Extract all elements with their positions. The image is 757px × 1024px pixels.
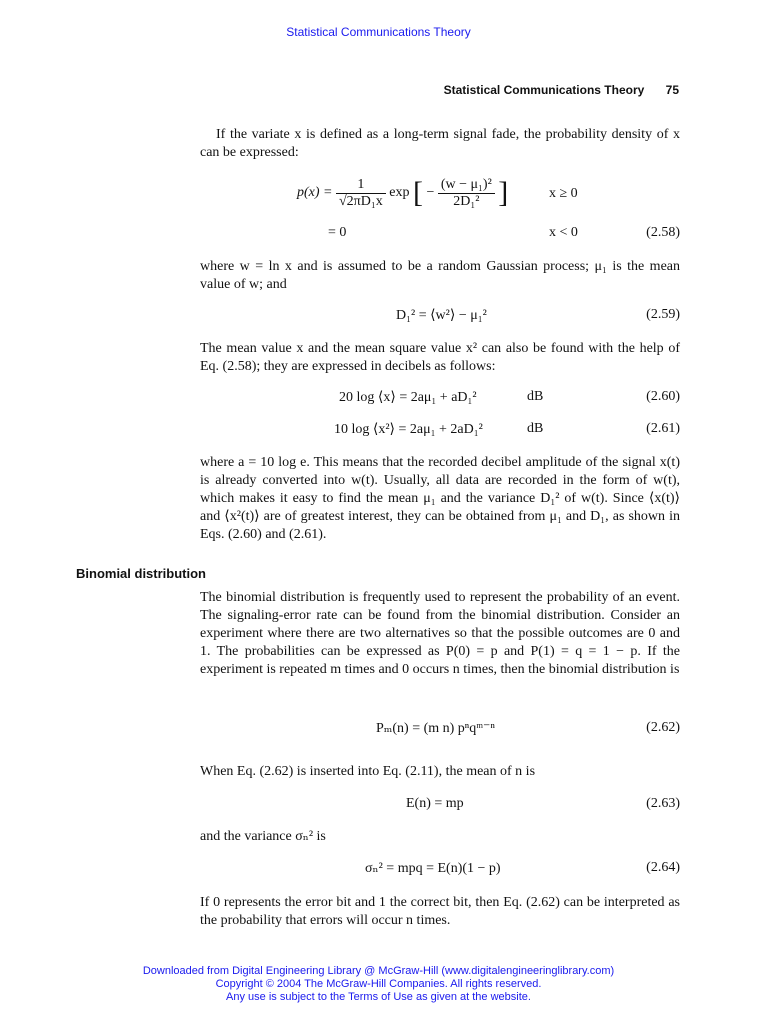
equation-number-2-60: (2.60)	[646, 389, 680, 404]
page-number: 75	[665, 83, 679, 97]
equation-2-58-line1: p(x) = $\frac{1}{\text{√2πD₁x}}$ exp [ − $\frac{\text{(w − μ₁)²}}{\text{2D₁²}}$ ]	[297, 176, 509, 209]
equation-2-60: 20 log ⟨x⟩ = 2aμ₁ + aD₁²	[339, 390, 477, 405]
eq-2-58-inner-den: 2D₁²	[453, 193, 480, 209]
paragraph-1: If the variate x is defined as a long-term signal fade, the probability density of x can be expressed:	[200, 127, 680, 160]
footer-line-3[interactable]: Any use is subject to the Terms of Use as given at the website.	[226, 991, 531, 1003]
eq-2-61-unit: dB	[527, 421, 544, 436]
equation-number-2-62: (2.62)	[646, 720, 680, 735]
top-link[interactable]: Statistical Communications Theory	[286, 25, 471, 39]
eq-2-58-fraction	[336, 177, 386, 210]
eq-2-60-unit: dB	[527, 389, 544, 404]
eq-2-58-lhs: p(x) =	[297, 185, 333, 201]
equation-number-2-61: (2.61)	[646, 421, 680, 436]
eq-2-58-condition-2: x < 0	[549, 225, 578, 240]
equation-2-61: 10 log ⟨x²⟩ = 2aμ₁ + 2aD₁²	[334, 422, 483, 437]
eq-2-58-inner-fraction	[438, 177, 495, 210]
eq-2-58-exp: exp	[389, 185, 410, 201]
eq-2-58-line2: = 0	[328, 225, 347, 240]
equation-2-59: D₁² = ⟨w²⟩ − μ₁²	[396, 308, 487, 323]
equation-number-2-64: (2.64)	[646, 860, 680, 875]
section-heading: Binomial distribution	[76, 566, 206, 581]
equation-number-2-58: (2.58)	[646, 225, 680, 240]
running-title: Statistical Communications Theory	[443, 83, 645, 97]
paragraph-3: The mean value x and the mean square value x² can also be found with the help of Eq. (2.58); they are expressed in decibels as follows:	[200, 341, 680, 374]
equation-2-62: Pₘ(n) = (m n) pⁿqᵐ⁻ⁿ	[376, 721, 495, 736]
equation-2-63: E(n) = mp	[406, 796, 464, 811]
equation-number-2-63: (2.63)	[646, 796, 680, 811]
running-header	[444, 83, 679, 97]
equation-2-64: σₙ² = mpq = E(n)(1 − p)	[365, 861, 501, 876]
paragraph-5: The binomial distribution is frequently used to represent the probability of an event. The signaling-error rate can be found from the binomial distribution. Consider an experiment where there are two alternatives so that the possible outcomes are 0 and 1. The probabilities can be expressed as P(0) = p and P(1) = q = 1 − p. If the experiment is repeated m times and 0 occurs n times, then the binomial distribution is	[200, 590, 680, 677]
eq-2-58-inner-num: (w − μ₁)²	[438, 177, 495, 194]
eq-2-58-denominator: √2πD₁x	[339, 193, 383, 209]
paragraph-6: When Eq. (2.62) is inserted into Eq. (2.11), the mean of n is	[200, 764, 536, 779]
paragraph-4: where a = 10 log e. This means that the recorded decibel amplitude of the signal x(t) is already converted into w(t). Usually, all data are recorded in the form of w(t), which makes it easy to find the mean μ₁ and the variance D₁² of w(t). Since ⟨x(t)⟩ and ⟨x²(t)⟩ are of greatest interest, they can be obtained from μ₁ and D₁, as shown in Eqs. (2.60) and (2.61).	[200, 455, 680, 542]
paragraph-8: If 0 represents the error bit and 1 the correct bit, then Eq. (2.62) can be interpreted as the probability that errors will occur n times.	[200, 895, 680, 928]
footer-line-2[interactable]: Copyright © 2004 The McGraw-Hill Companies. All rights reserved.	[215, 978, 542, 990]
eq-2-58-condition-1: x ≥ 0	[549, 186, 578, 201]
paragraph-7: and the variance σₙ² is	[200, 829, 326, 844]
paragraph-2: where w = ln x and is assumed to be a random Gaussian process; μ₁ is the mean value of w; and	[200, 259, 680, 292]
footer	[0, 965, 757, 1004]
equation-number-2-59: (2.59)	[646, 307, 680, 322]
eq-2-58-numerator: 1	[336, 177, 386, 194]
footer-line-1[interactable]: Downloaded from Digital Engineering Library @ McGraw-Hill (www.digitalengineeringlibrary.com)	[142, 965, 615, 977]
